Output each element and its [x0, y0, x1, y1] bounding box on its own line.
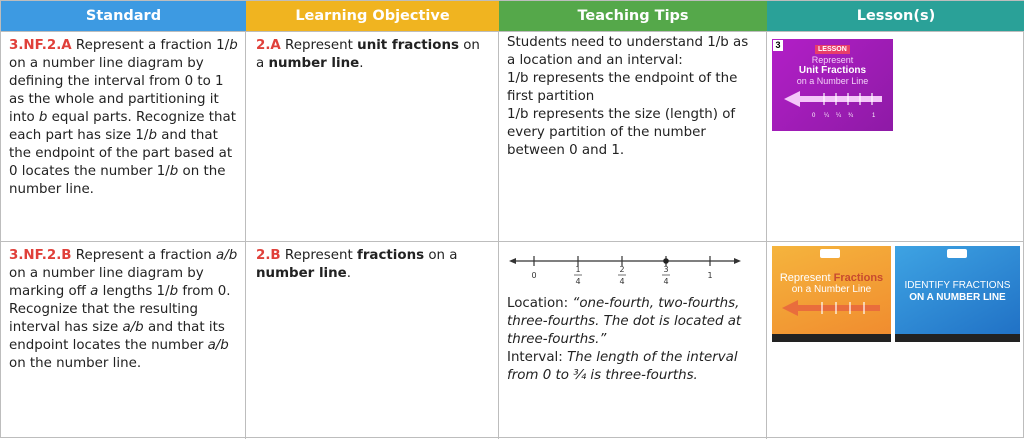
standard-var: b: [38, 110, 48, 125]
header-teaching-tips: Teaching Tips: [499, 1, 767, 31]
standard-code: 3.NF.2.A: [9, 38, 72, 53]
standard-var: a: [90, 284, 99, 299]
tick-label: 0: [531, 271, 537, 280]
location-label: Location:: [507, 296, 573, 311]
svg-text:0: 0: [812, 113, 816, 119]
standard-var: a/b: [207, 338, 229, 353]
objective-bold: fractions: [357, 248, 425, 263]
tips-cell: [499, 32, 767, 241]
objective-text: Represent: [285, 38, 358, 53]
standard-var: b: [169, 164, 179, 179]
standard-text: on a number line diagram by defining the interval from 0 to 1 as the whole and partitioning it into: [9, 56, 224, 125]
objective-bold: unit fractions: [357, 38, 459, 53]
header-standard: Standard: [1, 1, 246, 31]
standard-text: lengths 1/: [98, 284, 170, 299]
interval-text: The length of the interval from 0 to ¾ is three-fourths.: [507, 350, 738, 383]
standard-cell: [1, 242, 246, 439]
objective-text: .: [346, 266, 352, 281]
objective-text: on a: [256, 38, 480, 71]
tip-line: 1/b represents the size (length) of every partition of the number between 0 and 1.: [507, 107, 736, 158]
logo-icon: [947, 249, 967, 258]
tick-label: 1: [707, 271, 713, 280]
objective-text: .: [359, 56, 364, 71]
footer-bar: [772, 334, 891, 342]
lesson-tag: LESSON: [815, 45, 850, 54]
svg-text:¼: ¼: [836, 113, 842, 119]
standard-var: b: [169, 284, 179, 299]
objective-code: 2.A: [256, 38, 281, 53]
tick-label: 4: [575, 277, 581, 286]
tick-label: 3: [663, 265, 669, 274]
footer-bar: [895, 334, 1020, 342]
objective-bold: number line: [256, 266, 347, 281]
lesson-thumbnail[interactable]: [895, 246, 1020, 342]
lesson-title-3: on a Number Line: [796, 76, 869, 86]
lesson-title-1: Represent: [811, 55, 854, 65]
grade-badge: 3: [773, 40, 783, 51]
tips-cell: [499, 242, 767, 439]
objective-text: Represent: [284, 248, 357, 263]
lesson-title-1: Represent Fractions: [779, 272, 884, 284]
objective-bold: number line: [268, 56, 360, 71]
tick-label: 4: [619, 277, 625, 286]
point-dot: [663, 258, 669, 264]
tip-line: 1/b represents the endpoint of the first partition: [507, 71, 738, 104]
standard-code: 3.NF.2.B: [9, 248, 72, 263]
standard-text: and that its endpoint locates the number: [9, 320, 225, 353]
header-lessons: Lesson(s): [767, 1, 1024, 31]
standard-text: equal parts. Recognize that each part has size 1/: [9, 110, 236, 143]
standard-text: Represent a fraction 1/: [75, 38, 230, 53]
standard-text: Represent a fraction: [75, 248, 217, 263]
standard-var: a/b: [122, 320, 144, 335]
number-line-diagram: [507, 246, 747, 290]
table-row: [1, 31, 1024, 241]
standard-var: b: [229, 38, 238, 53]
svg-text:¾: ¾: [848, 113, 854, 119]
standard-text: on the number line.: [9, 164, 226, 197]
svg-text:1: 1: [872, 113, 876, 119]
lesson-thumbnail[interactable]: [772, 39, 893, 131]
tick-label: 1: [575, 265, 581, 274]
logo-icon: [820, 249, 840, 258]
lesson-title-2: ON A NUMBER LINE: [909, 292, 1006, 303]
objective-code: 2.B: [256, 248, 281, 263]
standard-text: on the number line.: [9, 356, 142, 371]
tip-line: Students need to understand 1/b as a location and an interval:: [507, 35, 749, 68]
arrow-numberline-icon: [772, 89, 893, 129]
lesson-thumbnail[interactable]: [772, 246, 891, 342]
table-row: [1, 241, 1024, 439]
standard-var: b: [148, 128, 157, 143]
objective-cell: [246, 32, 499, 241]
location-text-block: [507, 295, 758, 385]
header-learning-objective: Learning Objective: [246, 1, 499, 31]
standard-text: on a number line diagram by marking off: [9, 266, 204, 299]
objective-cell: [246, 242, 499, 439]
lesson-title-3: on a Number Line: [791, 284, 872, 295]
standard-text: from 0. Recognize that the resulting interval has size: [9, 284, 231, 335]
arrow-numberline-icon: [772, 298, 891, 338]
tick-label: 2: [619, 265, 625, 274]
lesson-cell: [767, 32, 1024, 241]
standard-var: a/b: [216, 248, 238, 263]
standard-text: and that the endpoint of the part based at 0 locates the number 1/: [9, 128, 233, 179]
objective-text: on a: [424, 248, 458, 263]
location-text: “one-fourth, two-fourths, three-fourths. The dot is located at three-fourths.”: [507, 296, 742, 347]
lesson-title-1: IDENTIFY FRACTIONS: [904, 280, 1011, 291]
lesson-cell: [767, 242, 1024, 439]
interval-label: Interval:: [507, 350, 568, 365]
lesson-title-2: Unit Fractions: [798, 65, 867, 76]
standard-cell: [1, 32, 246, 241]
tick-label: 4: [663, 277, 669, 286]
svg-text:¼: ¼: [824, 113, 830, 119]
